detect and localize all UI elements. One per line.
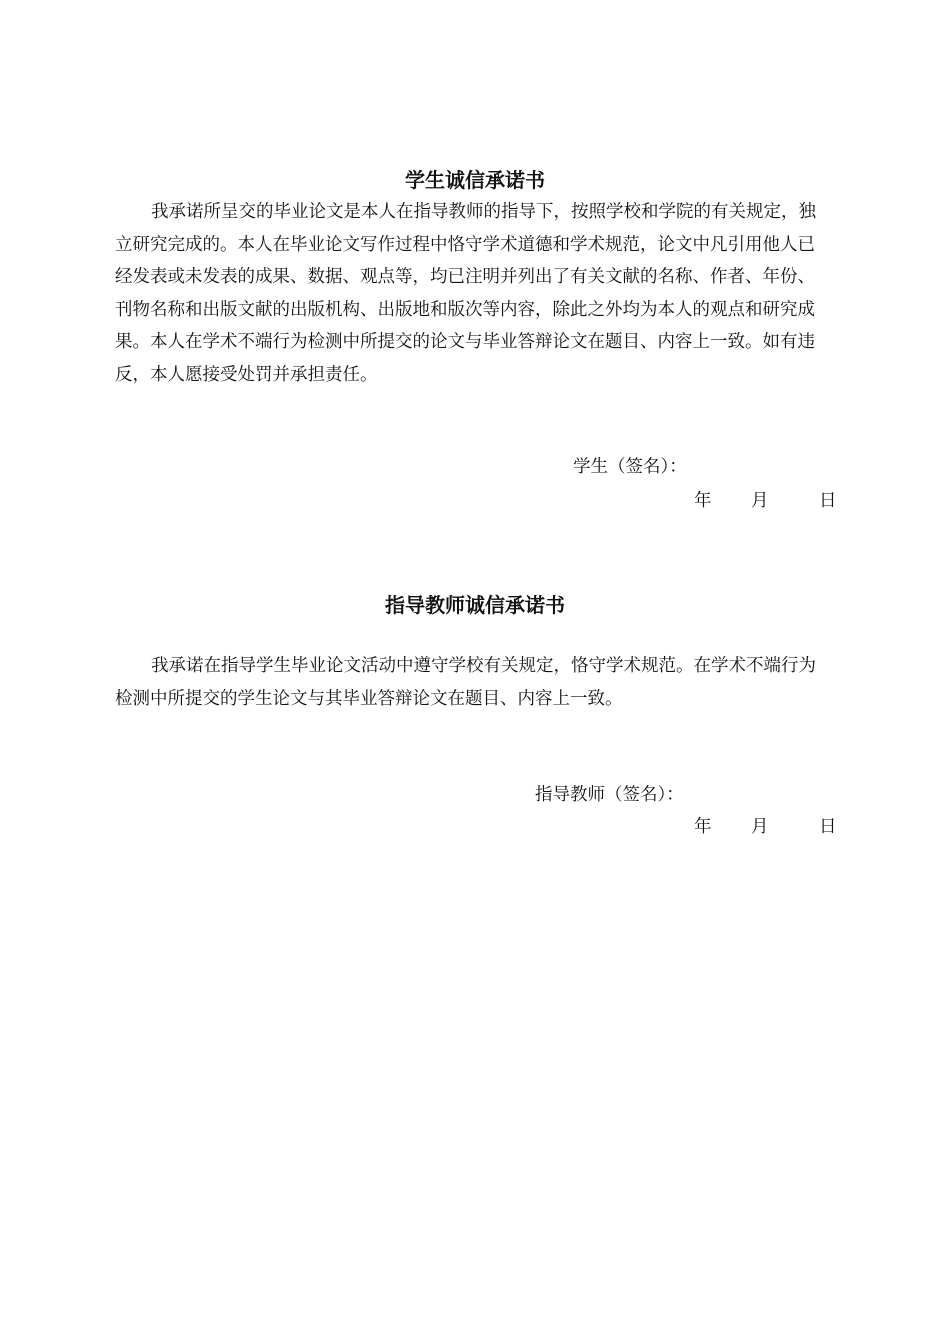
- advisor-date-month: 月: [751, 817, 769, 837]
- advisor-pledge-title: 指导教师诚信承诺书: [385, 593, 565, 617]
- student-date-day: 日: [819, 491, 837, 511]
- student-pledge-body: 我承诺所呈交的毕业论文是本人在指导教师的指导下，按照学校和学院的有关规定，独立研究完成的。本人在毕业论文写作过程中恪守学术道德和学术规范，论文中凡引用他人已经发表或未发表的成果、数据、观点等，均已注明并列出了有关文献的名称、作者、年份、刊物名称和出版文献的出版机构、出版地和版次等内容，除此之外均为本人的观点和研究成果。本人在学术不端行为检测中所提交的论文与毕业答辩论文在题目、内容上一致。如有违反，本人愿接受处罚并承担责任。: [115, 202, 816, 385]
- advisor-date-day: 日: [819, 817, 837, 837]
- advisor-pledge-body: 我承诺在指导学生毕业论文活动中遵守学校有关规定，恪守学术规范。在学术不端行为检测中所提交的学生论文与其毕业答辩论文在题目、内容上一致。: [115, 656, 816, 709]
- advisor-signature-label: 指导教师（签名）：: [535, 785, 684, 805]
- student-date-year: 年: [694, 491, 712, 511]
- student-pledge-title: 学生诚信承诺书: [405, 168, 545, 192]
- student-signature-label: 学生（签名）：: [573, 457, 687, 477]
- student-date-month: 月: [751, 491, 769, 511]
- advisor-date-year: 年: [694, 817, 712, 837]
